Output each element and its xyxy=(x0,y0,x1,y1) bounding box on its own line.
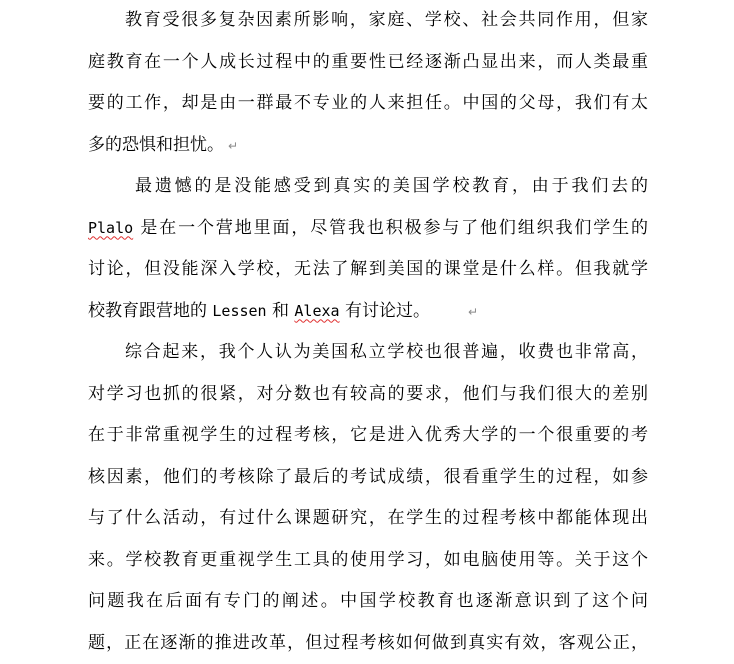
text-line xyxy=(88,249,648,291)
text-line-content: 综合起来，我个人认为美国私立学校也很普遍，收费也非常高， xyxy=(125,342,648,362)
text-line xyxy=(88,540,648,582)
document-page xyxy=(88,0,648,664)
paragraph-mark-icon: ↵ xyxy=(468,305,478,319)
text-line-content: 题，正在逐渐的推进改革，但过程考核如何做到真实有效，客观公正， xyxy=(88,633,648,653)
text-line-content: 来。学校教育更重视学生工具的使用学习，如电脑使用等。关于这个 xyxy=(88,550,648,570)
paragraph-us-school-regret xyxy=(88,166,648,332)
text-line-content: 教育受很多复杂因素所影响，家庭、学校、社会共同作用，但家 xyxy=(125,10,648,30)
text-line xyxy=(88,374,648,416)
text-line-content: 庭教育在一个人成长过程中的重要性已经逐渐凸显出来，而人类最重 xyxy=(88,52,648,72)
paragraph-summary xyxy=(88,332,648,664)
text-line xyxy=(88,83,648,125)
text-line xyxy=(88,166,648,208)
text-line xyxy=(88,581,648,623)
text-line-content: 有讨论过。 xyxy=(340,301,430,321)
text-line-content: 和 xyxy=(267,301,295,321)
text-line-content: 校教育跟营地的 xyxy=(88,301,212,321)
text-line-content: 是在一个营地里面，尽管我也积极参与了他们组织我们学生的 xyxy=(133,218,648,238)
text-line xyxy=(88,623,648,664)
text-line xyxy=(88,291,648,333)
text-line-content: 在于非常重视学生的过程考核，它是进入优秀大学的一个很重要的考 xyxy=(88,425,648,445)
text-line xyxy=(88,457,648,499)
text-line xyxy=(88,42,648,84)
text-line xyxy=(88,498,648,540)
text-line-content: 核因素，他们的考核除了最后的考试成绩，很看重学生的过程，如参 xyxy=(88,467,648,487)
text-line-content: 最遗憾的是没能感受到真实的美国学校教育，由于我们去的 xyxy=(135,176,648,196)
text-line xyxy=(88,415,648,457)
text-line xyxy=(88,332,648,374)
spellcheck-word-alexa[interactable]: Alexa xyxy=(294,302,339,320)
text-line-content: 问题我在后面有专门的阐述。中国学校教育也逐渐意识到了这个问 xyxy=(88,591,648,611)
text-line-content: 对学习也抓的很紧，对分数也有较高的要求，他们与我们很大的差别 xyxy=(88,384,648,404)
text-line xyxy=(88,0,648,42)
text-line-content: 讨论，但没能深入学校，无法了解到美国的课堂是什么样。但我就学 xyxy=(88,259,648,279)
text-line xyxy=(88,125,648,167)
paragraph-mark-icon: ↵ xyxy=(228,139,238,153)
text-line-content: 与了什么活动，有过什么课题研究，在学生的过程考核中都能体现出 xyxy=(88,508,648,528)
spellcheck-word-plalo[interactable]: Plalo xyxy=(88,219,133,237)
text-line-content: 多的恐惧和担忧。 xyxy=(88,135,224,155)
text-line xyxy=(88,208,648,250)
name-lessen: Lessen xyxy=(212,302,266,320)
paragraph-family-education xyxy=(88,0,648,166)
text-line-content: 要的工作，却是由一群最不专业的人来担任。中国的父母，我们有太 xyxy=(88,93,648,113)
